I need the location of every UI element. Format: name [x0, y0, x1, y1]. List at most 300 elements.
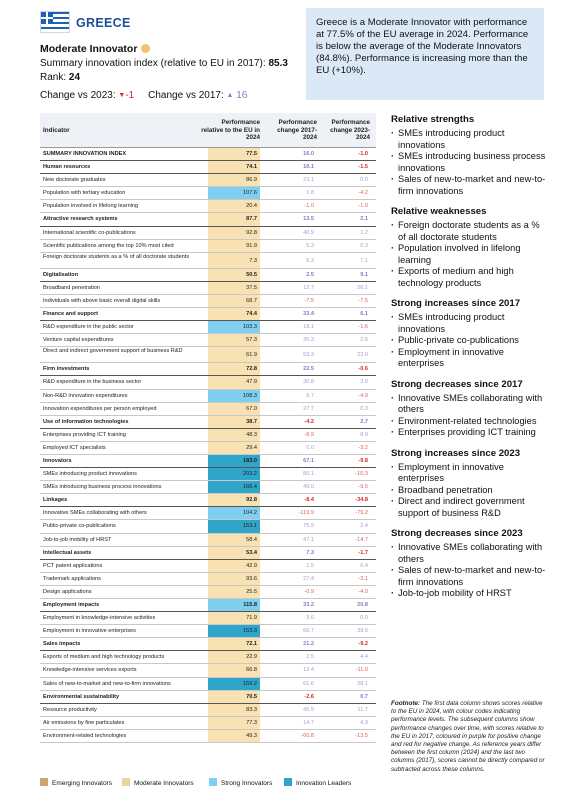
summary-value: 85.3	[268, 58, 288, 69]
highlight-section	[391, 206, 547, 289]
change-2023-cell: 4.3	[360, 719, 368, 726]
change-2017-cell: 5.3	[306, 242, 314, 249]
table-row	[40, 227, 376, 240]
table-group-row	[40, 269, 376, 282]
indicator-cell: Innovators	[43, 457, 72, 464]
indicator-cell: Air emissions by fine particulates	[43, 719, 125, 726]
table-row	[40, 612, 376, 625]
list-item: · Direct and indirect government support of business R&D	[391, 496, 547, 519]
table-row	[40, 520, 376, 533]
moderate-dot-icon	[141, 44, 150, 53]
performance-cell: 42.9	[208, 560, 260, 572]
highlight-section	[391, 379, 547, 439]
change-2023-cell: -1.0	[358, 151, 368, 157]
legend-label: Emerging Innovators	[52, 780, 112, 787]
change-2017-cell: 1.5	[306, 562, 314, 569]
legend-item	[122, 778, 194, 789]
change-2023-cell: 0.3	[360, 405, 368, 412]
list-item: · Sales of new-to-market and new-to-firm innovations	[391, 565, 547, 588]
list-item: · Innovative SMEs collaborating with others	[391, 542, 547, 565]
legend-item	[40, 778, 112, 789]
legend	[40, 778, 560, 790]
section-list	[391, 393, 547, 439]
change-2023-cell: -2.1	[358, 575, 368, 582]
change-2023-cell: -34.8	[355, 497, 368, 504]
table-row	[40, 651, 376, 664]
indicator-cell: Broadband penetration	[43, 284, 100, 291]
table-row	[40, 200, 376, 213]
indicator-table	[40, 113, 376, 743]
change-2017-cell: -60.8	[301, 732, 314, 739]
change-2023-cell: 28.1	[357, 680, 368, 687]
table-row	[40, 704, 376, 717]
change-2023-cell: 6.1	[360, 311, 368, 318]
indicator-cell: Employed ICT specialists	[43, 444, 106, 451]
change-2017-cell: 80.1	[303, 471, 314, 478]
performance-cell: 115.8	[208, 599, 260, 611]
table-group-row	[40, 148, 376, 161]
change-2017-cell: 2.5	[306, 654, 314, 661]
change-2023-cell: -11.0	[355, 667, 368, 674]
change-2023-cell: -1.7	[358, 549, 368, 556]
change-2023-cell: -13.5	[355, 732, 368, 739]
indicator-cell: Scientific publications among the top 10% most cited	[43, 242, 174, 249]
highlight-section	[391, 448, 547, 520]
change-2017-cell: 27.7	[303, 405, 314, 412]
table-row	[40, 376, 376, 389]
indicator-cell: Public-private co-publications	[43, 523, 116, 530]
change-2023-cell: -0.6	[358, 366, 368, 373]
indicator-cell: Individuals with above basic overall digital skills	[43, 297, 161, 304]
change-2023-cell: 2.5	[360, 337, 368, 344]
table-row	[40, 664, 376, 677]
performance-cell: 61.9	[208, 347, 260, 362]
change-2023-cell: -1.6	[358, 324, 368, 331]
indicator-cell: Innovation expenditures per person employed	[43, 405, 157, 412]
section-title: Strong increases since 2017	[391, 298, 521, 309]
section-list	[391, 128, 547, 197]
change-2017-cell: 10.1	[303, 164, 314, 171]
performance-cell: 108.3	[208, 390, 260, 402]
change-2017-cell: 0.0	[306, 444, 314, 451]
change-2023-cell: 26.1	[357, 284, 368, 291]
list-item: · SMEs introducing business process innovations	[391, 151, 547, 174]
performance-cell: 92.8	[208, 227, 260, 239]
change-2017-cell: 53.3	[303, 352, 314, 359]
change-2017-cell: 13.5	[303, 216, 314, 223]
change-2017-cell: 13.4	[303, 667, 314, 674]
change-2023-cell: 20.8	[357, 602, 368, 608]
change-2017-cell: -0.9	[304, 588, 314, 595]
table-row	[40, 187, 376, 200]
section-list	[391, 220, 547, 289]
indicator-cell: Intellectual assets	[43, 549, 92, 556]
table-row	[40, 295, 376, 308]
performance-cell: 50.5	[208, 269, 260, 281]
change-2017-cell: 66.7	[303, 628, 314, 635]
table-group-row	[40, 638, 376, 651]
performance-cell: 57.3	[208, 334, 260, 346]
table-row	[40, 573, 376, 586]
section-title: Strong decreases since 2023	[391, 528, 523, 539]
change-2017-cell: 35.3	[303, 337, 314, 344]
indicator-cell: Population with tertiary education	[43, 190, 126, 197]
rank	[40, 72, 80, 83]
performance-cell: 86.9	[208, 174, 260, 186]
section-list	[391, 542, 547, 600]
change-2023-cell: -4.0	[358, 588, 368, 595]
change-2017-cell: 27.4	[303, 575, 314, 582]
change-2017-cell: -4.2	[304, 418, 314, 425]
performance-cell: 7.3	[208, 253, 260, 268]
change-2017-cell: 12.7	[303, 284, 314, 291]
legend-label: Moderate Innovators	[134, 780, 194, 787]
indicator-cell: Trademark applications	[43, 575, 101, 582]
change-2023-cell: 7.1	[360, 257, 368, 264]
summary-label: Summary innovation index (relative to EU in 2017):	[40, 58, 269, 69]
table-row	[40, 678, 376, 691]
legend-label: Strong Innovators	[221, 780, 273, 787]
indicator-cell: Firm investments	[43, 366, 90, 373]
table-row	[40, 253, 376, 269]
intro-box: Greece is a Moderate Innovator with performance at 77.5% of the EU average in 2024. Performance is below the average of the Moderate Innovators (84.8%). Performance is increasing more than the EU (+10%).	[306, 8, 544, 100]
change-2017-cell: 23.1	[303, 177, 314, 184]
table-row	[40, 481, 376, 494]
list-item: · Exports of medium and high technology products	[391, 266, 547, 289]
table-group-row	[40, 494, 376, 507]
performance-cell: 58.4	[208, 534, 260, 546]
change-2023-cell: -3.2	[358, 444, 368, 451]
change-2023-label: Change vs 2023:	[40, 90, 119, 101]
table-row	[40, 429, 376, 442]
change-2023-cell: -10.3	[355, 471, 368, 478]
change-2023-cell: 2.1	[360, 216, 368, 223]
change-2023-cell: 0.3	[360, 242, 368, 249]
highlights-column	[391, 114, 547, 609]
change-2017-cell: 30.8	[303, 379, 314, 386]
performance-cell: 77.3	[208, 717, 260, 729]
table-group-row	[40, 161, 376, 174]
change-2017-cell: -8.9	[304, 431, 314, 438]
performance-cell: 70.5	[208, 691, 260, 703]
change-2023-cell: 0.0	[360, 615, 368, 622]
header-change-2023-2024: Performance change 2023-2024	[330, 119, 370, 141]
performance-cell: 74.4	[208, 308, 260, 320]
legend-item	[284, 778, 351, 789]
table-body	[40, 148, 376, 743]
change-2017-cell: 47.1	[303, 536, 314, 543]
performance-cell: 92.8	[208, 494, 260, 506]
table-group-row	[40, 455, 376, 468]
list-item: · Broadband penetration	[391, 485, 547, 497]
change-2017-cell: 14.7	[303, 719, 314, 726]
list-item: · Sales of new-to-market and new-to-firm innovations	[391, 174, 547, 197]
change-2023-cell: -9.2	[358, 641, 368, 648]
change-2017-cell: 3.6	[306, 615, 314, 622]
change-2017-cell: 18.1	[303, 324, 314, 331]
performance-cell: 166.4	[208, 481, 260, 493]
table-group-row	[40, 308, 376, 321]
change-2017-cell: 33.2	[303, 602, 314, 608]
indicator-cell: Design applications	[43, 588, 92, 595]
table-group-row	[40, 363, 376, 376]
triangle-up-icon: ▲	[226, 92, 234, 99]
list-item: · Employment in innovative enterprises	[391, 462, 547, 485]
section-title: Strong increases since 2023	[391, 447, 521, 459]
section-list	[391, 312, 547, 370]
greece-flag	[40, 11, 70, 33]
legend-swatch	[284, 778, 292, 786]
indicator-cell: R&D expenditure in the public sector	[43, 324, 134, 331]
list-item: · Enterprises providing ICT training	[391, 427, 547, 439]
change-2017-cell: 7.3	[306, 549, 314, 556]
table-row	[40, 534, 376, 547]
highlight-section	[391, 528, 547, 600]
change-2017-cell: 2.5	[306, 271, 314, 278]
table-row	[40, 240, 376, 253]
performance-cell: 48.3	[208, 429, 260, 441]
performance-cell: 72.8	[208, 363, 260, 375]
highlight-section	[391, 114, 547, 197]
change-2017-cell: 75.9	[303, 523, 314, 530]
change-2023-cell: 0.4	[360, 562, 368, 569]
change-2017-cell: 45.9	[303, 706, 314, 713]
indicator-cell: Knowledge-intensive services exports	[43, 667, 137, 674]
change-2017-cell: 49.0	[303, 484, 314, 491]
performance-cell: 47.9	[208, 376, 260, 388]
change-2023-cell: -1.0	[358, 203, 368, 210]
legend-swatch	[122, 778, 130, 786]
change-2017-cell: 16.0	[303, 151, 314, 157]
performance-cell: 104.2	[208, 507, 260, 519]
indicator-cell: Population involved in lifelong learning	[43, 203, 139, 210]
indicator-cell: Environment-related technologies	[43, 732, 127, 739]
table-row	[40, 468, 376, 481]
section-title: Relative weaknesses	[391, 206, 487, 217]
table-row	[40, 625, 376, 638]
change-2023-cell: 2.7	[360, 418, 368, 425]
indicator-cell: Digitalisation	[43, 271, 79, 278]
change-2023-cell: 11.7	[357, 706, 368, 713]
table-group-row	[40, 599, 376, 612]
table-row	[40, 403, 376, 416]
performance-cell: 37.5	[208, 282, 260, 294]
table-group-row	[40, 547, 376, 560]
table-row	[40, 560, 376, 573]
performance-cell: 67.0	[208, 403, 260, 415]
change-2023-cell: 39.6	[357, 628, 368, 635]
indicator-cell: Job-to-job mobility of HRST	[43, 536, 112, 543]
table-row	[40, 174, 376, 187]
performance-cell: 91.9	[208, 240, 260, 252]
indicator-cell: Employment in innovative enterprises	[43, 628, 136, 635]
change-2017-value: 16	[236, 90, 248, 101]
table-group-row	[40, 691, 376, 704]
change-2023-cell: -9.5	[358, 484, 368, 491]
change-2017-cell: 21.2	[303, 641, 314, 648]
list-item: · Employment in innovative enterprises	[391, 347, 547, 370]
indicator-cell: Sales impacts	[43, 641, 81, 648]
performance-cell: 159.2	[208, 678, 260, 690]
change-2023-cell: -7.5	[358, 297, 368, 304]
change-2023-value: -1	[125, 90, 135, 101]
table-row	[40, 390, 376, 403]
change-2017-cell: 33.4	[303, 311, 314, 318]
performance-cell: 83.3	[208, 704, 260, 716]
performance-cell: 93.6	[208, 573, 260, 585]
table-row	[40, 347, 376, 363]
legend-swatch	[209, 778, 217, 786]
indicator-cell: Enterprises providing ICT training	[43, 431, 126, 438]
list-item: · Public-private co-publications	[391, 335, 547, 347]
change-2023-cell: 2.4	[360, 523, 368, 530]
performance-cell: 107.6	[208, 187, 260, 199]
table-row	[40, 717, 376, 730]
table-row	[40, 507, 376, 520]
change-2023-cell: 9.1	[360, 271, 368, 278]
list-item: · Population involved in lifelong learning	[391, 243, 547, 266]
change-2017-cell: 61.6	[303, 680, 314, 687]
footnote	[391, 700, 549, 774]
table-row	[40, 334, 376, 347]
table-group-row	[40, 416, 376, 429]
change-2023-cell: -9.8	[358, 457, 368, 464]
performance-cell: 22.9	[208, 651, 260, 663]
change-2023-cell: 4.4	[360, 654, 368, 661]
indicator-cell: SMEs introducing business process innovations	[43, 484, 162, 491]
indicator-cell: International scientific co-publications	[43, 229, 136, 236]
table-row	[40, 730, 376, 743]
performance-cell: 203.2	[208, 468, 260, 480]
table-group-row	[40, 213, 376, 226]
indicator-cell: Human resources	[43, 164, 91, 171]
header-change-2017-2024: Performance change 2017-2024	[277, 119, 317, 141]
indicator-cell: R&D expenditure in the business sector	[43, 379, 142, 386]
indicator-cell: PCT patent applications	[43, 562, 103, 569]
indicator-cell: Innovative SMEs collaborating with others	[43, 510, 147, 517]
change-2023-cell: -4.9	[358, 392, 368, 399]
change-2017-cell: 6.3	[306, 257, 314, 264]
rank-label: Rank:	[40, 72, 69, 83]
table-row	[40, 442, 376, 455]
indicator-cell: Employment in knowledge-intensive activities	[43, 615, 156, 622]
legend-swatch	[40, 778, 48, 786]
performance-cell: 25.5	[208, 586, 260, 598]
performance-cell: 74.1	[208, 161, 260, 173]
performance-cell: 183.0	[208, 455, 260, 467]
table-row	[40, 586, 376, 599]
footnote-text: The first data column shows scores relative to the EU in 2024, with colour codes indicating performance levels. The subsequent columns show performance changes over time, with scores relative to the EU in 2017, coloured in purple for positive change and red for negative change. As reference years differ between the first column (2024) and the last two columns (2017), scores cannot be directly compared or subtracted across these columns.	[391, 700, 545, 773]
indicator-cell: Sales of new-to-market and new-to-firm innovations	[43, 680, 171, 687]
indicator-cell: SMEs introducing product innovations	[43, 471, 137, 478]
performance-cell: 20.4	[208, 200, 260, 212]
change-2023-cell: 22.0	[357, 352, 368, 359]
indicator-cell: Linkages	[43, 497, 68, 504]
indicator-cell: Attractive research systems	[43, 216, 118, 223]
change-2023-cell: -1.5	[358, 164, 368, 171]
summary-index	[40, 58, 288, 69]
change-2017-cell: -8.4	[304, 497, 314, 504]
section-title: Strong decreases since 2017	[391, 378, 523, 390]
performance-cell: 38.7	[208, 416, 260, 428]
change-2017-cell: 40.9	[303, 229, 314, 236]
change-2023-cell: 3.0	[360, 379, 368, 386]
change-2017-cell: 1.8	[306, 190, 314, 197]
indicator-cell: Non-R&D innovation expenditures	[43, 392, 128, 399]
change-2017-cell: -7.5	[304, 297, 314, 304]
highlight-section	[391, 298, 547, 370]
triangle-down-icon: ▼	[118, 92, 126, 99]
header-performance-2024: Performance relative to the EU in 2024	[201, 119, 260, 141]
change-2017-label: Change vs 2017:	[148, 90, 227, 101]
footnote-label: Footnote:	[391, 700, 421, 707]
legend-item	[209, 778, 272, 789]
change-2017-cell: 22.5	[303, 366, 314, 373]
performance-cell: 153.3	[208, 625, 260, 637]
legend-label: Innovation Leaders	[296, 780, 352, 787]
change-2017-cell: -2.6	[304, 693, 314, 700]
group-title	[40, 43, 150, 55]
table-row	[40, 321, 376, 334]
change-2017-cell: -119.9	[298, 510, 314, 517]
performance-cell: 72.1	[208, 638, 260, 650]
change-2023-cell: 0.7	[360, 693, 368, 700]
performance-cell: 68.7	[208, 295, 260, 307]
indicator-cell: Venture capital expenditures	[43, 337, 114, 344]
country-name: GREECE	[76, 16, 131, 30]
indicator-cell: Employment impacts	[43, 602, 100, 608]
change-2017-cell: -1.0	[304, 203, 314, 210]
indicator-cell: New doctorate graduates	[43, 177, 106, 184]
change-line	[40, 90, 247, 101]
indicator-cell: Resource productivity	[43, 706, 97, 713]
list-item: · SMEs introducing product innovations	[391, 128, 547, 151]
list-item: · Environment-related technologies	[391, 416, 547, 428]
indicator-cell: Exports of medium and high technology products	[43, 654, 165, 661]
indicator-cell: Direct and indirect government support of business R&D	[43, 348, 183, 355]
performance-cell: 29.4	[208, 442, 260, 454]
change-2023-cell: 0.0	[360, 177, 368, 184]
change-2023-cell: -4.2	[358, 190, 368, 197]
indicator-cell: Environmental sustainability	[43, 693, 120, 700]
performance-cell: 66.8	[208, 664, 260, 676]
table-header	[40, 113, 376, 148]
change-2023-cell: -79.2	[355, 510, 368, 517]
indicator-cell: Foreign doctorate students as a % of all doctorate students	[43, 253, 190, 260]
change-2023-cell: -14.7	[355, 536, 368, 543]
table-row	[40, 282, 376, 295]
indicator-cell: SUMMARY INNOVATION INDEX	[43, 151, 127, 157]
header-indicator: Indicator	[43, 127, 70, 134]
rank-value: 24	[68, 72, 81, 83]
section-title: Relative strengths	[391, 114, 475, 125]
list-item: · Foreign doctorate students as a % of all doctorate students	[391, 220, 547, 243]
change-2023-cell: 8.9	[360, 431, 368, 438]
indicator-cell: Finance and support	[43, 311, 99, 318]
section-list	[391, 462, 547, 520]
performance-cell: 77.5	[208, 148, 260, 160]
performance-cell: 53.4	[208, 547, 260, 559]
change-2017-cell: 67.1	[303, 457, 314, 464]
change-2017-cell: 9.7	[306, 392, 314, 399]
list-item: · Innovative SMEs collaborating with others	[391, 393, 547, 416]
list-item: · Job-to-job mobility of HRST	[391, 588, 547, 600]
performance-cell: 153.1	[208, 520, 260, 532]
performance-cell: 71.9	[208, 612, 260, 624]
change-2023-cell: 1.2	[360, 229, 368, 236]
indicator-cell: Use of information technologies	[43, 418, 129, 425]
performance-cell: 103.3	[208, 321, 260, 333]
